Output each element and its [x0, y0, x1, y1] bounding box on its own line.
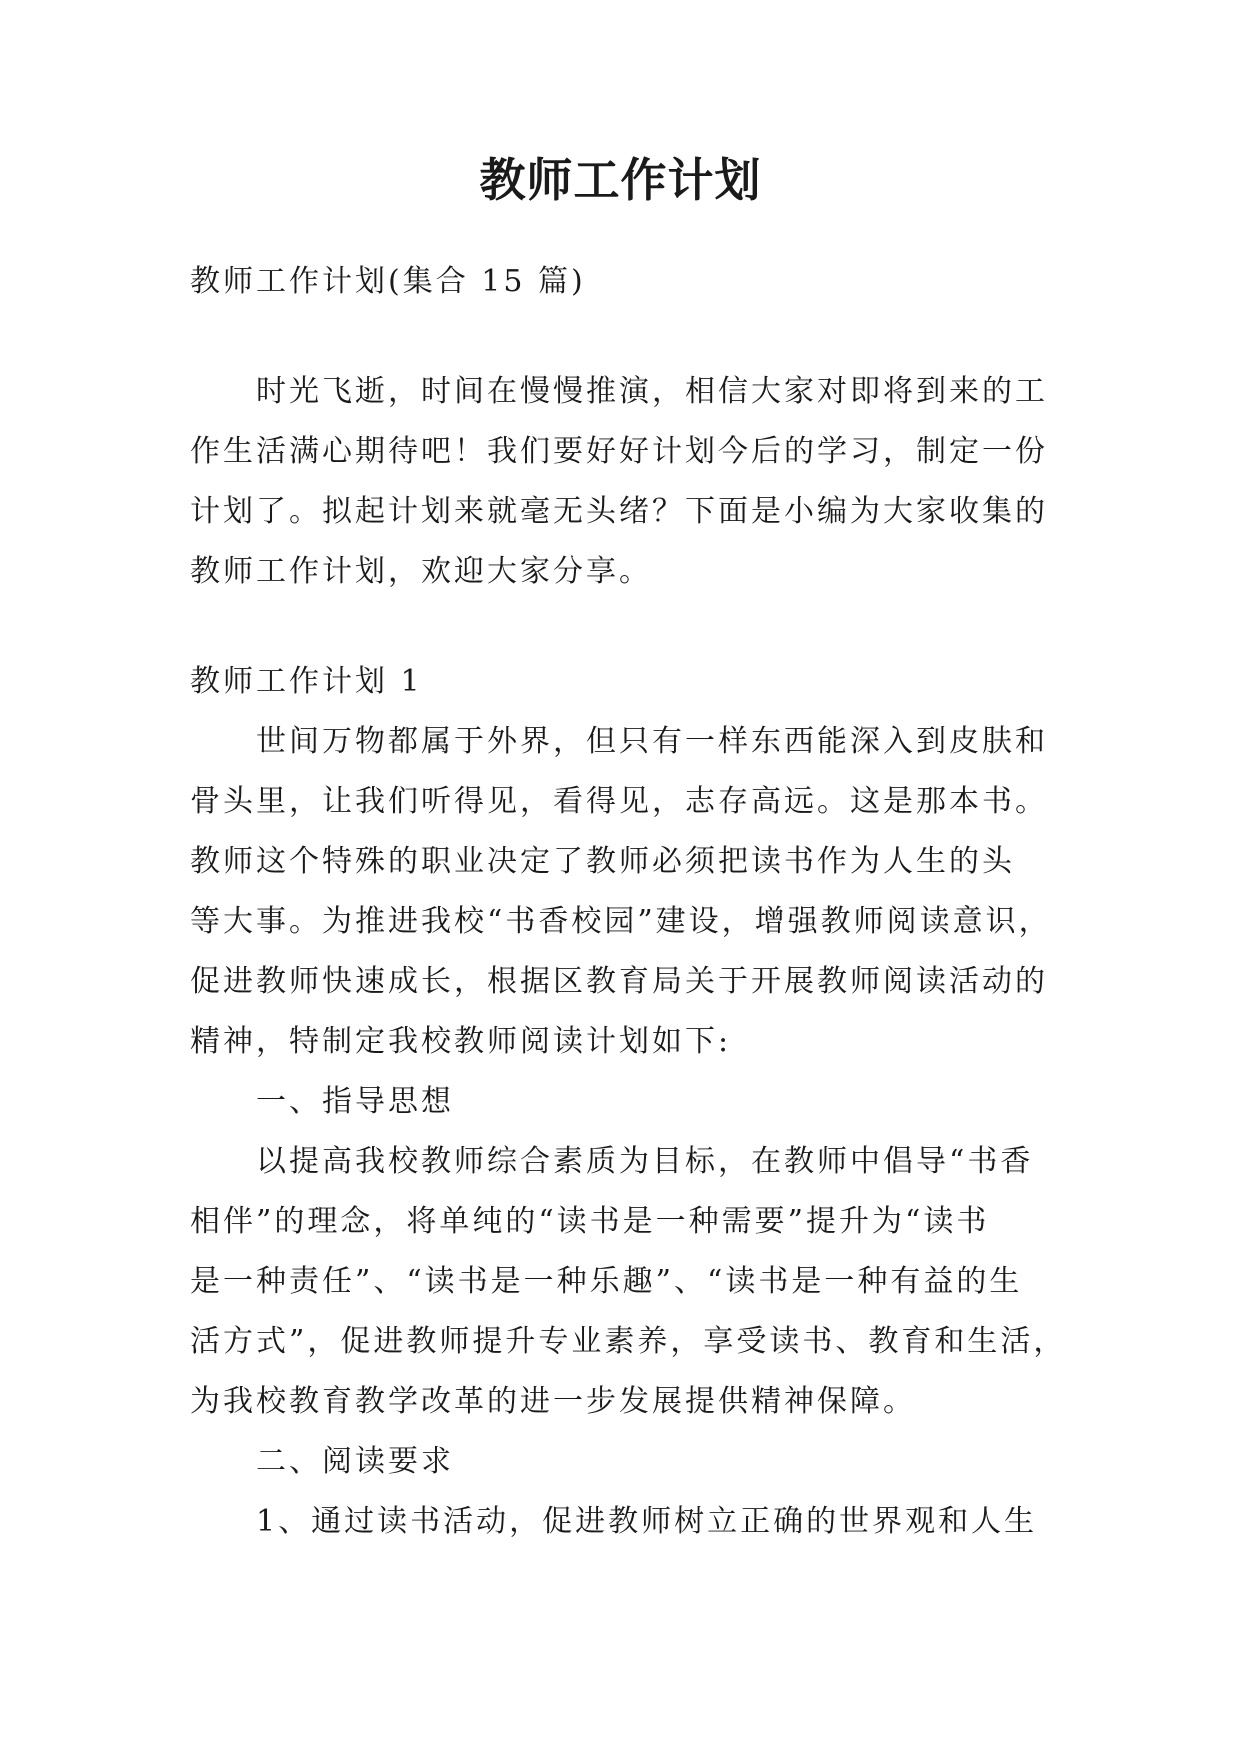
body-line: 1、通过读书活动，促进教师树立正确的世界观和人生 [256, 1504, 1038, 1539]
document-title: 教师工作计划 [479, 153, 762, 207]
section-heading: 教师工作计划 1 [190, 664, 423, 699]
body-line: 以提高我校教师综合素质为目标，在教师中倡导“书香 [256, 1144, 1034, 1179]
body-line: 教师这个特殊的职业决定了教师必须把读书作为人生的头 [190, 844, 1015, 879]
body-line: 等大事。为推进我校“书香校园”建设，增强教师阅读意识， [190, 904, 1052, 939]
document-subtitle: 教师工作计划(集合 15 篇) [190, 264, 586, 299]
subsection-heading: 一、指导思想 [256, 1084, 454, 1119]
intro-line: 教师工作计划，欢迎大家分享。 [190, 554, 652, 589]
body-line: 骨头里，让我们听得见，看得见，志存高远。这是那本书。 [190, 784, 1048, 819]
subsection-heading: 二、阅读要求 [256, 1444, 454, 1479]
intro-line: 作生活满心期待吧！我们要好好计划今后的学习，制定一份 [190, 434, 1048, 469]
body-line: 精神，特制定我校教师阅读计划如下: [190, 1024, 732, 1059]
intro-line: 计划了。拟起计划来就毫无头绪？下面是小编为大家收集的 [190, 494, 1048, 529]
body-line: 活方式”，促进教师提升专业素养，享受读书、教育和生活， [190, 1324, 1067, 1359]
body-line: 是一种责任”、“读书是一种乐趣”、“读书是一种有益的生 [190, 1264, 1023, 1299]
body-line: 世间万物都属于外界，但只有一样东西能深入到皮肤和 [256, 724, 1048, 759]
intro-line: 时光飞逝，时间在慢慢推演，相信大家对即将到来的工 [256, 374, 1048, 409]
body-line: 为我校教育教学改革的进一步发展提供精神保障。 [190, 1384, 916, 1419]
body-line: 促进教师快速成长，根据区教育局关于开展教师阅读活动的 [190, 964, 1048, 999]
body-line: 相伴”的理念，将单纯的“读书是一种需要”提升为“读书 [190, 1204, 990, 1239]
